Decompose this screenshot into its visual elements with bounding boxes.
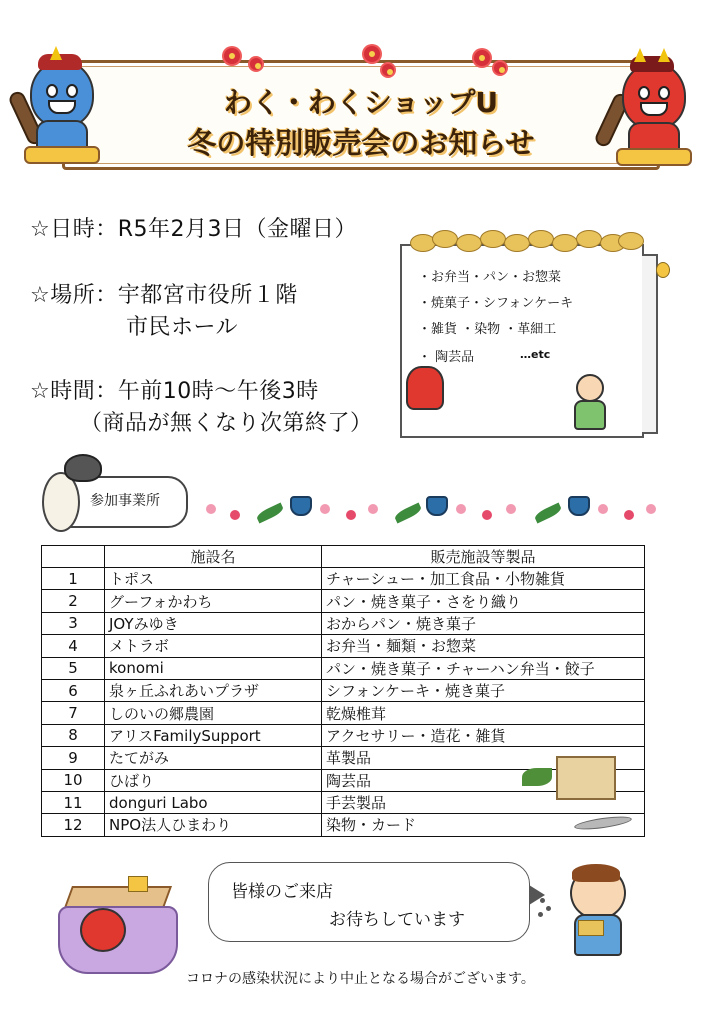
facility-products: チャーシュー・加工食品・小物雑貨	[322, 568, 645, 590]
facility-products: パン・焼き菓子・さをり織り	[322, 590, 645, 612]
red-oni-icon	[612, 52, 692, 172]
table-row	[42, 635, 645, 657]
table-row	[42, 791, 645, 813]
facility-products: パン・焼き菓子・チャーハン弁当・餃子	[322, 657, 645, 679]
plum-flower-icon	[250, 58, 262, 70]
facility-name: 泉ヶ丘ふれあいプラザ	[105, 679, 322, 701]
event-time-note: （商品が無くなり次第終了）	[80, 411, 373, 436]
row-number: 12	[42, 814, 105, 836]
facility-name: たてがみ	[105, 747, 322, 769]
facility-name: トポス	[105, 568, 322, 590]
table-row	[42, 747, 645, 769]
product-line: ・お弁当・パン・お惣菜	[418, 270, 562, 285]
row-number: 11	[42, 791, 105, 813]
row-number: 1	[42, 568, 105, 590]
event-place: ☆場所：宇都宮市役所１階	[30, 283, 298, 308]
bubble-line2: お待ちしています	[329, 910, 465, 930]
row-number: 9	[42, 747, 105, 769]
holly-leaf-icon	[522, 768, 552, 786]
title-banner	[62, 60, 660, 170]
row-number: 5	[42, 657, 105, 679]
participants-scroll	[38, 460, 188, 532]
masu-box-illustration	[396, 230, 652, 440]
kid-with-masu-icon	[560, 864, 640, 964]
table-row	[42, 590, 645, 612]
plum-flower-icon	[224, 48, 240, 64]
banner-title-line2: 冬の特別販売会のお知らせ	[187, 126, 535, 160]
facility-name: アリスFamilySupport	[105, 724, 322, 746]
small-oni-icon	[406, 366, 444, 410]
kotatsu-oni-illustration	[58, 876, 178, 976]
table-row	[42, 612, 645, 634]
plum-flower-icon	[364, 46, 380, 62]
table-row	[42, 568, 645, 590]
table-row	[42, 814, 645, 836]
product-etc: …etc	[520, 348, 551, 361]
product-line: ・焼菓子・シフォンケーキ	[418, 296, 574, 311]
facility-name: ひばり	[105, 769, 322, 791]
plum-flower-icon	[382, 64, 394, 76]
facility-name: グーフォかわち	[105, 590, 322, 612]
masu-beans-icon	[556, 756, 616, 800]
facility-products: アクセサリー・造花・雑貨	[322, 724, 645, 746]
facility-products: おからパン・焼き菓子	[322, 612, 645, 634]
participants-table	[41, 545, 645, 837]
row-number: 3	[42, 612, 105, 634]
table-row	[42, 769, 645, 791]
row-number: 4	[42, 635, 105, 657]
plum-flower-icon	[474, 50, 490, 66]
welcome-speech-bubble	[208, 862, 530, 942]
table-header-products: 販売施設等製品	[322, 546, 645, 568]
charm-icon	[656, 262, 670, 278]
row-number: 7	[42, 702, 105, 724]
bean-throwing-kid-icon	[576, 374, 604, 402]
girl-head-icon	[64, 454, 102, 482]
facility-products: 乾燥椎茸	[322, 702, 645, 724]
facility-products: 染物・カード	[322, 814, 645, 836]
blue-oni-icon	[20, 50, 100, 170]
banner-title-line1: わく・わくショップU	[223, 86, 499, 119]
facility-products: 手芸製品	[322, 791, 645, 813]
row-number: 6	[42, 679, 105, 701]
facility-products: シフォンケーキ・焼き菓子	[322, 679, 645, 701]
cancellation-notice: コロナの感染状況により中止となる場合がございます。	[186, 971, 535, 987]
participants-label: 参加事業所	[90, 493, 160, 509]
table-row	[42, 724, 645, 746]
table-row	[42, 657, 645, 679]
row-number: 2	[42, 590, 105, 612]
table-row	[42, 679, 645, 701]
facility-products: 陶芸品	[322, 769, 645, 791]
row-number: 10	[42, 769, 105, 791]
event-time: ☆時間：午前10時～午後3時	[30, 379, 319, 404]
table-header-facility: 施設名	[105, 546, 322, 568]
facility-name: NPO法人ひまわり	[105, 814, 322, 836]
table-header-row	[42, 546, 645, 568]
row-number: 8	[42, 724, 105, 746]
facility-products: 革製品	[322, 747, 645, 769]
plum-flower-icon	[494, 62, 506, 74]
plum-garland	[200, 494, 660, 528]
event-date: ☆日時：R5年2月3日（金曜日）	[30, 217, 358, 242]
product-line: ・ 陶芸品	[418, 350, 475, 365]
facility-name: konomi	[105, 657, 322, 679]
facility-name: メトラボ	[105, 635, 322, 657]
facility-name: donguri Labo	[105, 791, 322, 813]
event-place-hall: 市民ホール	[126, 315, 239, 340]
bubble-line1: 皆様のご来店	[231, 882, 333, 902]
product-line: ・雑貨 ・染物 ・革細工	[418, 322, 557, 337]
facility-products: お弁当・麺類・お惣菜	[322, 635, 645, 657]
facility-name: しのいの郷農園	[105, 702, 322, 724]
table-row	[42, 702, 645, 724]
facility-name: JOYみゆき	[105, 612, 322, 634]
table-header-no	[42, 546, 105, 568]
